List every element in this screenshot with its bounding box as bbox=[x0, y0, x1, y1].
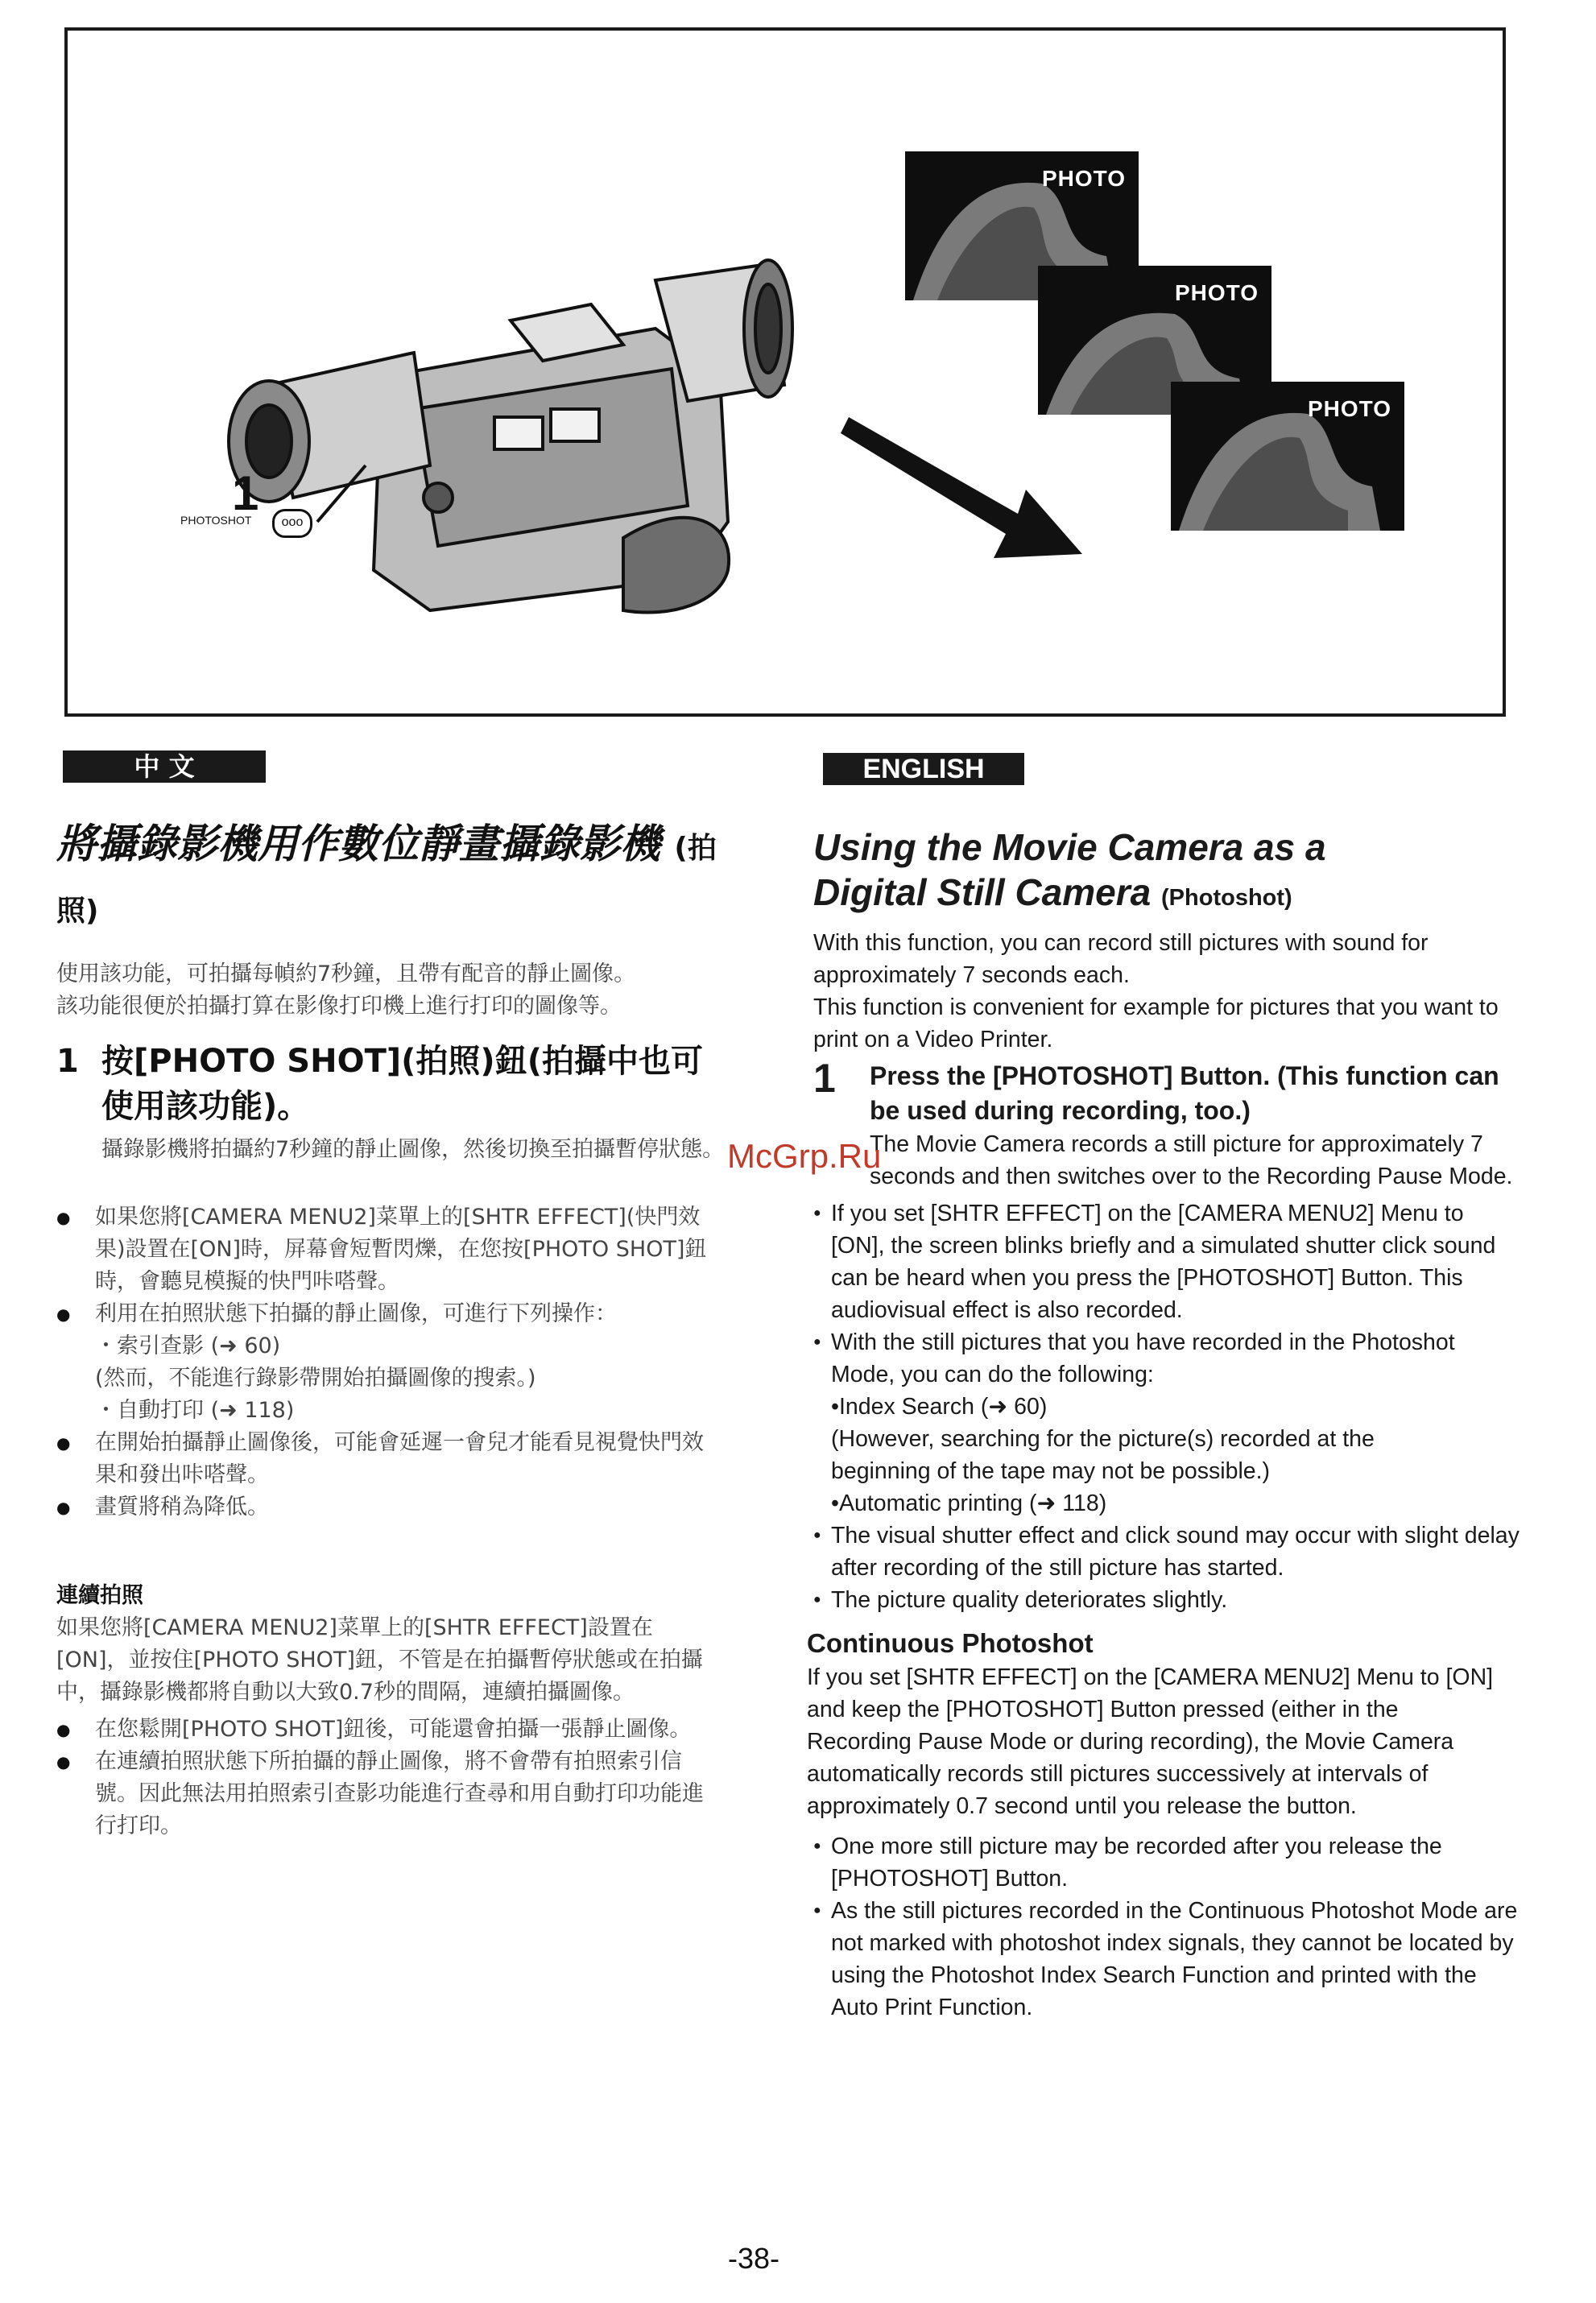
english-note-item: ● If you set [SHTR EFFECT] on the [CAMERA MENU2] Menu to [ON], the screen blinks briefly and a simulated shutter click sound can be heard when you press the [PHOTOSHOT] Button. This audiovisual effect is also recorded. bbox=[813, 1197, 1522, 1326]
chinese-title-text: 將攝錄影機用作數位靜畫攝錄影機 bbox=[56, 821, 660, 867]
english-sub-item: (However, searching for the picture(s) recorded at the beginning of the tape may not be possible.) bbox=[831, 1426, 1375, 1484]
chinese-step-1 bbox=[56, 1039, 725, 1129]
chinese-note-item: ● 畫質將稍為降低。 bbox=[56, 1491, 725, 1524]
step-number: 1 bbox=[813, 1056, 836, 1101]
chinese-notes bbox=[56, 1201, 725, 1524]
photoshot-button-label: PHOTOSHOT bbox=[180, 514, 252, 527]
callout-number: 1 bbox=[232, 466, 259, 520]
chinese-note-item: ● 在您鬆開[PHOTO SHOT]鈕後，可能還會拍攝一張靜止圖像。 bbox=[56, 1714, 725, 1746]
photoshot-button-icon: ooo bbox=[272, 509, 312, 538]
english-sub-item: •Automatic printing (➜ 118) bbox=[831, 1491, 1107, 1516]
chinese-note-item: ● 在連續拍照狀態下所拍攝的靜止圖像，將不會帶有拍照索引信號。因此無法用拍照索引查影功能進行查尋和用自動打印功能進行打印。 bbox=[56, 1746, 725, 1842]
illustration-frame bbox=[64, 27, 1506, 717]
arrow-icon bbox=[841, 393, 1098, 570]
step-number: 1 bbox=[56, 1043, 79, 1080]
chinese-title bbox=[56, 815, 725, 941]
english-sub-item: •Index Search (➜ 60) bbox=[831, 1394, 1048, 1420]
english-intro-paragraph: This function is convenient for example for pictures that you want to print on a Video Printer. bbox=[813, 994, 1499, 1052]
photo-label: PHOTO bbox=[1042, 166, 1127, 191]
chinese-note-item: ● 在開始拍攝靜止圖像後，可能會延遲一會兒才能看見視覺快門效果和發出咔嗒聲。 bbox=[56, 1427, 725, 1491]
chinese-continuous-notes bbox=[56, 1714, 725, 1842]
photo-label: PHOTO bbox=[1308, 396, 1392, 421]
chinese-intro bbox=[56, 958, 725, 1023]
chinese-column bbox=[56, 815, 725, 1842]
english-step-title: Press the [PHOTOSHOT] Button. (This function can be used during recording, too.) bbox=[870, 1061, 1499, 1125]
english-continuous-notes bbox=[813, 1830, 1522, 2024]
chinese-note-item: ● 利用在拍照狀態下拍攝的靜止圖像，可進行下列操作： bbox=[56, 1298, 725, 1330]
chinese-step-title: 按[PHOTO SHOT](拍照)鈕(拍攝中也可使用該功能)。 bbox=[101, 1043, 703, 1125]
chinese-section-tag: 中 文 bbox=[63, 750, 266, 783]
chinese-intro-line: 使用該功能，可拍攝每幀約7秒鐘，且帶有配音的靜止圖像。 bbox=[56, 961, 636, 986]
chinese-title-suffix: (拍照) bbox=[56, 832, 717, 928]
chinese-sub-item: (然而，不能進行錄影帶開始拍攝圖像的搜索。) bbox=[95, 1366, 536, 1391]
english-title-line: Using the Movie Camera as a bbox=[813, 826, 1326, 868]
chinese-sub-item: ・自動打印 (➜ 118) bbox=[95, 1398, 295, 1423]
english-note-item: ● With the still pictures that you have recorded in the Photoshot Mode, you can do the following: bbox=[813, 1326, 1522, 1391]
camcorder-illustration bbox=[172, 232, 800, 635]
english-continuous-heading: Continuous Photoshot bbox=[807, 1628, 1094, 1658]
chinese-note-item: ● 如果您將[CAMERA MENU2]菜單上的[SHTR EFFECT](快門效果)設置在[ON]時，屏幕會短暫閃爍，在您按[PHOTO SHOT]鈕時，會聽見模擬的快門咔嗒聲。 bbox=[56, 1201, 725, 1298]
english-section-tag: ENGLISH bbox=[823, 753, 1024, 785]
english-column bbox=[807, 825, 1522, 2024]
english-note-item: ● As the still pictures recorded in the Continuous Photoshot Mode are not marked with photoshot index signals, they cannot be located by using the Photoshot Index Search Function and printed with the Auto Print Function. bbox=[813, 1895, 1522, 2024]
english-title-line: Digital Still Camera bbox=[813, 871, 1152, 913]
photo-label: PHOTO bbox=[1175, 280, 1259, 305]
chinese-sub-item: ・索引查影 (➜ 60) bbox=[95, 1333, 281, 1358]
english-note-item: ● The picture quality deteriorates slightly. bbox=[813, 1584, 1522, 1616]
english-intro-paragraph: With this function, you can record still pictures with sound for approximately 7 seconds each. bbox=[813, 930, 1429, 988]
chinese-intro-line: 該功能很便於拍攝打算在影像打印機上進行打印的圖像等。 bbox=[56, 994, 622, 1019]
english-intro bbox=[813, 927, 1522, 1056]
english-title-suffix: (Photoshot) bbox=[1161, 885, 1292, 911]
page-number: -38- bbox=[728, 2242, 780, 2275]
english-note-item: ● The visual shutter effect and click sound may occur with slight delay after recording of the still picture has started. bbox=[813, 1519, 1522, 1584]
english-step-1 bbox=[813, 1056, 1522, 1128]
english-notes bbox=[813, 1197, 1522, 1616]
english-step-body: The Movie Camera records a still picture for approximately 7 seconds and then switches over to the Recording Pause Mode. bbox=[870, 1131, 1513, 1189]
watermark: McGrp.Ru bbox=[727, 1137, 882, 1175]
chinese-continuous-heading: 連續拍照 bbox=[56, 1583, 143, 1608]
english-title bbox=[813, 825, 1522, 920]
chinese-step-body: 攝錄影機將拍攝約7秒鐘的靜止圖像，然後切換至拍攝暫停狀態。 bbox=[101, 1137, 725, 1162]
english-note-item: ● One more still picture may be recorded after you release the [PHOTOSHOT] Button. bbox=[813, 1830, 1522, 1895]
english-continuous-body: If you set [SHTR EFFECT] on the [CAMERA MENU2] Menu to [ON] and keep the [PHOTOSHOT] Button pressed (either in the Recording Pause Mode or during recording), the Movie Camera automatically records still pictures successively at intervals of approximately 0.7 second until you release the button. bbox=[807, 1664, 1494, 1819]
chinese-continuous-body: 如果您將[CAMERA MENU2]菜單上的[SHTR EFFECT]設置在[ON]，並按住[PHOTO SHOT]鈕，不管是在拍攝暫停狀態或在拍攝中，攝錄影機都將自動以大致0.7秒的間隔，連續拍攝圖像。 bbox=[56, 1615, 703, 1705]
photo-card-3 bbox=[1171, 382, 1404, 531]
